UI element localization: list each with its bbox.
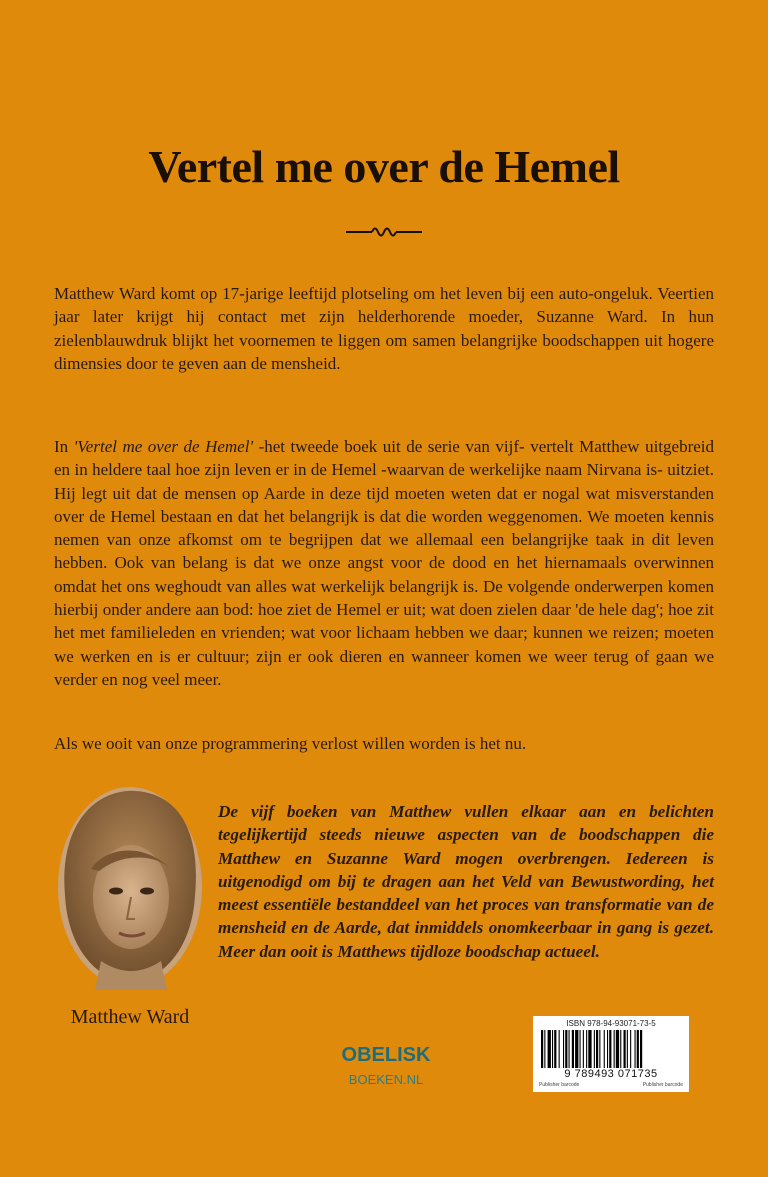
isbn-digits: 9 789493 071735	[564, 1068, 658, 1080]
barcode-bar	[565, 1030, 567, 1068]
barcode-bar	[548, 1030, 551, 1068]
isbn-label: ISBN 978-94-93071-73-5	[566, 1019, 656, 1028]
barcode-bar	[596, 1030, 598, 1068]
barcode-bar	[609, 1030, 611, 1068]
barcode-bar	[637, 1030, 639, 1068]
author-portrait	[55, 785, 205, 990]
description-paragraph-1: Matthew Ward komt op 17-jarige leeftijd plotseling om het leven bij een auto-ongeluk. Veertien jaar later krijgt hij contact met zijn helderhorende moeder, Suzanne Ward. In hun zielenblauwdruk blijkt het voornemen te liggen om samen belangrijke boodschappen uit hogere dimensies door te geven aan de mensheid.	[54, 284, 714, 373]
barcode-bar	[594, 1030, 595, 1068]
barcode-bar	[616, 1030, 619, 1068]
portrait-caption: Matthew Ward	[70, 1006, 190, 1028]
barcode-bar	[541, 1030, 543, 1068]
barcode-bar	[614, 1030, 615, 1068]
description-paragraph-3: Als we ooit van onze programmering verlost willen worden is het nu.	[54, 734, 527, 753]
barcode-bar	[580, 1030, 581, 1068]
ornament-divider	[344, 224, 424, 240]
barcode-bar	[575, 1030, 578, 1068]
description-paragraph-2	[54, 435, 714, 691]
barcode-bar	[559, 1030, 560, 1068]
barcode-bar	[604, 1030, 605, 1068]
book-title-inline: 'Vertel me over de Hemel'	[73, 437, 254, 456]
logo-wordmark: OBELISK	[341, 1044, 431, 1066]
barcode-bar	[586, 1030, 587, 1068]
barcode-bars	[541, 1030, 681, 1068]
barcode-bar	[607, 1030, 608, 1068]
series-quote: De vijf boeken van Matthew vullen elkaar aan en belichten tegelijkertijd steeds nieuwe aspecten van de boodschappen die Matthew en Suzanne Ward mogen overbrengen. Iedereen is uitgenodigd om bij te dragen aan het Veld van Bewustwording, het meest essentiële bestanddeel van het proces van transformatie van de mensheid en de Aarde, dat inmiddels onomkeerbaar in gang is gezet. Meer dan ooit is Matthews tijdloze boodschap actueel.	[218, 802, 714, 961]
barcode-bar	[620, 1030, 621, 1068]
barcode-bar	[588, 1030, 591, 1068]
barcode-bar	[624, 1030, 626, 1068]
barcode-foot-right: Publisher barcode	[642, 1082, 683, 1088]
barcode-bar	[630, 1030, 631, 1068]
barcode-bar	[572, 1030, 574, 1068]
barcode-footer	[539, 1082, 683, 1088]
barcode-bar	[544, 1030, 545, 1068]
barcode-bar	[640, 1030, 642, 1068]
barcode-bar	[554, 1030, 556, 1068]
barcode-bar	[583, 1030, 584, 1068]
book-title: Vertel me over de Hemel	[148, 141, 620, 192]
publisher-logo[interactable]	[338, 1032, 434, 1104]
paragraph-2-prefix: In	[54, 437, 74, 456]
isbn-barcode	[533, 1016, 689, 1092]
barcode-foot-left: Publisher barcode	[539, 1082, 580, 1088]
barcode-bar	[627, 1030, 628, 1068]
paragraph-2-body: -het tweede boek uit de serie van vijf- vertelt Matthew uitgebreid en in heldere taal hoe zijn leven er in de Hemel -waarvan de werkelijke naam Nirvana is- uitziet. Hij legt uit dat de mensen op Aarde in deze tijd moeten weten dat er nogal wat misverstanden over de Hemel bestaan en dat het belangrijk is dat die worden weggenomen. We moeten kennis nemen van onze afkomst om te begrijpen dat we allemaal een belangrijke taak in dit leven hebben. Ook van belang is dat we onze angst voor de dood en het hiernamaals overwinnen omdat het ons weghoudt van alles wat werkelijk belangrijk is. De volgende onderwerpen komen hierbij onder andere aan bod: hoe ziet de Hemel er uit; wat doen zielen daar 'de hele dag'; hoe zit het met familieleden en vrienden; wat voor lichaam hebben we daar; kunnen we reizen; moeten we werken en is er cultuur; zijn er ook dieren en wanneer komen we weer terug of gaan we verder en nog veel meer.	[54, 437, 714, 689]
barcode-bar	[635, 1030, 636, 1068]
barcode-bar	[569, 1030, 570, 1068]
barcode-bar	[599, 1030, 600, 1068]
logo-website: BOEKEN.NL	[348, 1072, 424, 1087]
barcode-bar	[552, 1030, 553, 1068]
barcode-bar	[563, 1030, 564, 1068]
